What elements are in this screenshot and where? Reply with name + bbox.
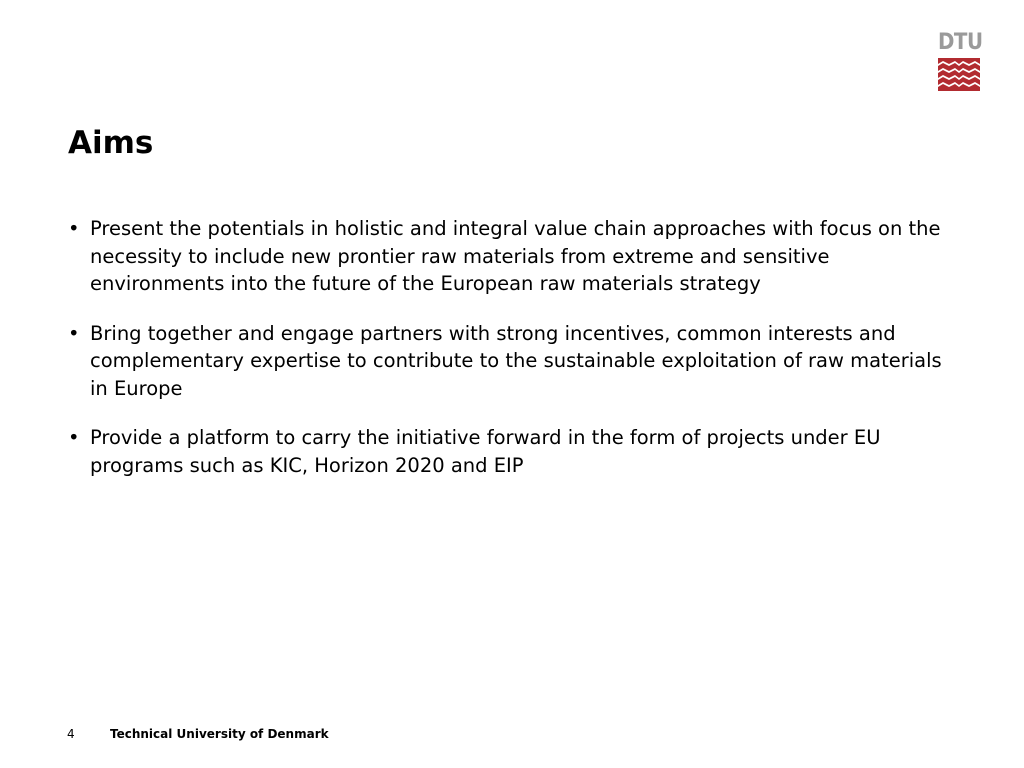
- bullet-item: [68, 215, 948, 298]
- bullet-dot: •: [68, 321, 80, 345]
- footer-organization: Technical University of Denmark: [110, 727, 329, 741]
- bullet-dot: •: [68, 426, 80, 449]
- bullet-item: [68, 320, 948, 403]
- bullet-text: Present the potentials in holistic and integral value chain approaches with focus on the necessity to include new prontier raw materials from extreme and sensitive environments into the future of the European raw materials strategy: [90, 217, 941, 295]
- bullet-text: Bring together and engage partners with strong incentives, common interests and complementary expertise to contribute to the sustainable exploitation of raw materials in Europe: [90, 321, 942, 400]
- bullet-list: [68, 215, 948, 501]
- dtu-logo-text: DTU: [938, 30, 983, 55]
- slide-title: Aims: [68, 125, 154, 161]
- page-number: 4: [67, 727, 75, 741]
- bullet-text: Provide a platform to carry the initiative forward in the form of projects under EU programs such as KIC, Horizon 2020 and EIP: [90, 426, 881, 477]
- dtu-logo: [938, 30, 983, 93]
- bullet-item: [68, 424, 948, 479]
- dtu-wave-mark-icon: [938, 58, 980, 91]
- bullet-dot: •: [68, 217, 80, 240]
